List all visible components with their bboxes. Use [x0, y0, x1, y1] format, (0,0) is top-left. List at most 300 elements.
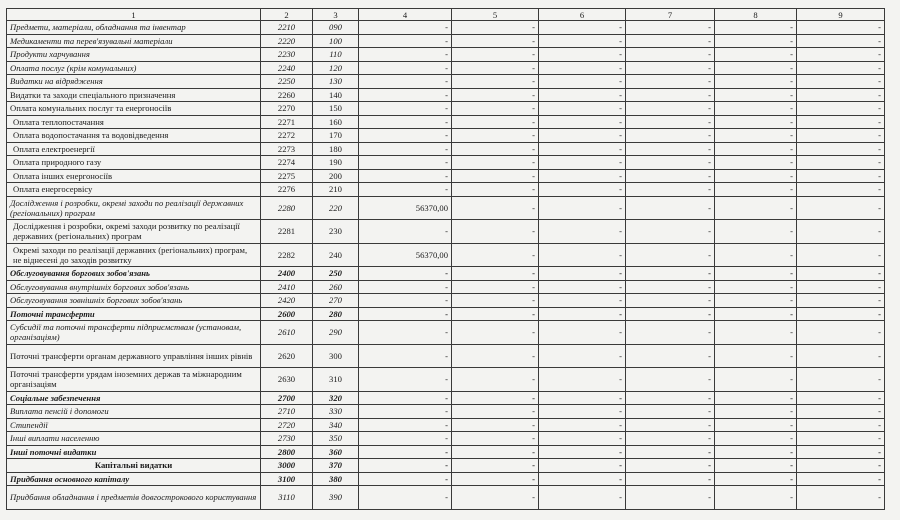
value-cell: -	[359, 61, 452, 75]
table-row	[7, 142, 885, 156]
kekv-code-cell: 2410	[261, 280, 313, 294]
value-cell: -	[797, 142, 885, 156]
value-cell: -	[359, 267, 452, 281]
value-cell: -	[539, 243, 626, 267]
value-cell: -	[539, 88, 626, 102]
value-cell: -	[452, 196, 539, 220]
value-cell: -	[452, 459, 539, 473]
table-row	[7, 307, 885, 321]
value-cell: -	[715, 486, 797, 510]
value-cell: -	[452, 321, 539, 345]
value-cell: -	[452, 405, 539, 419]
value-cell: -	[359, 280, 452, 294]
value-cell: -	[539, 115, 626, 129]
value-cell: -	[797, 307, 885, 321]
value-cell: -	[359, 391, 452, 405]
value-cell: -	[797, 48, 885, 62]
kekv-code-cell: 2273	[261, 142, 313, 156]
value-cell: -	[715, 243, 797, 267]
table-row	[7, 280, 885, 294]
value-cell: -	[626, 267, 715, 281]
value-cell: -	[452, 243, 539, 267]
value-cell: -	[539, 156, 626, 170]
value-cell: -	[539, 267, 626, 281]
kekv-code-cell: 2210	[261, 21, 313, 35]
value-cell: -	[626, 34, 715, 48]
value-cell: -	[626, 391, 715, 405]
value-cell: -	[626, 115, 715, 129]
kekv-code-cell: 2271	[261, 115, 313, 129]
value-cell: -	[452, 267, 539, 281]
row-name-cell: Дослідження і розробки, окремі заходи по реалізації державних (регіональних) програм	[7, 196, 261, 220]
value-cell: -	[797, 391, 885, 405]
line-code-cell: 370	[313, 459, 359, 473]
value-cell: -	[797, 294, 885, 308]
value-cell: -	[539, 75, 626, 89]
column-number-header: 7	[626, 9, 715, 21]
value-cell: -	[452, 486, 539, 510]
value-cell: -	[539, 432, 626, 446]
value-cell: -	[539, 21, 626, 35]
line-code-cell: 260	[313, 280, 359, 294]
value-cell: -	[626, 472, 715, 486]
kekv-code-cell: 2720	[261, 418, 313, 432]
kekv-code-cell: 3110	[261, 486, 313, 510]
value-cell: -	[797, 196, 885, 220]
value-cell: -	[452, 472, 539, 486]
value-cell: -	[626, 294, 715, 308]
value-cell: -	[797, 34, 885, 48]
line-code-cell: 110	[313, 48, 359, 62]
value-cell: -	[797, 267, 885, 281]
value-cell: -	[539, 472, 626, 486]
value-cell: -	[715, 34, 797, 48]
row-name-cell: Поточні трансферти	[7, 307, 261, 321]
value-cell: -	[359, 432, 452, 446]
value-cell: -	[359, 142, 452, 156]
row-name-cell: Виплата пенсій і допомоги	[7, 405, 261, 419]
table-row	[7, 156, 885, 170]
kekv-code-cell: 2240	[261, 61, 313, 75]
line-code-cell: 150	[313, 102, 359, 116]
value-cell: -	[452, 75, 539, 89]
row-name-cell: Оплата послуг (крім комунальних)	[7, 61, 261, 75]
kekv-code-cell: 3100	[261, 472, 313, 486]
column-number-header: 8	[715, 9, 797, 21]
value-cell: -	[797, 321, 885, 345]
line-code-cell: 310	[313, 368, 359, 392]
table-row	[7, 220, 885, 244]
value-cell: -	[626, 196, 715, 220]
value-cell: -	[797, 486, 885, 510]
line-code-cell: 160	[313, 115, 359, 129]
value-cell: -	[539, 321, 626, 345]
value-cell: -	[626, 183, 715, 197]
value-cell: -	[715, 391, 797, 405]
table-row	[7, 405, 885, 419]
value-cell: 56370,00	[359, 243, 452, 267]
value-cell: -	[452, 280, 539, 294]
column-number-header: 9	[797, 9, 885, 21]
column-number-header: 4	[359, 9, 452, 21]
value-cell: -	[626, 21, 715, 35]
value-cell: -	[452, 445, 539, 459]
value-cell: -	[452, 183, 539, 197]
value-cell: -	[452, 344, 539, 368]
row-name-cell: Оплата комунальних послуг та енергоносіїв	[7, 102, 261, 116]
row-name-cell: Оплата електроенергії	[7, 142, 261, 156]
value-cell: -	[452, 142, 539, 156]
value-cell: -	[359, 405, 452, 419]
kekv-code-cell: 2230	[261, 48, 313, 62]
line-code-cell: 290	[313, 321, 359, 345]
value-cell: -	[359, 321, 452, 345]
value-cell: -	[715, 459, 797, 473]
table-row	[7, 75, 885, 89]
kekv-code-cell: 2260	[261, 88, 313, 102]
value-cell: -	[797, 61, 885, 75]
value-cell: -	[626, 486, 715, 510]
value-cell: -	[797, 280, 885, 294]
value-cell: -	[359, 102, 452, 116]
value-cell: -	[359, 294, 452, 308]
value-cell: -	[359, 88, 452, 102]
table-row	[7, 102, 885, 116]
value-cell: -	[539, 486, 626, 510]
value-cell: -	[797, 344, 885, 368]
row-name-cell: Обслуговування зовнішніх боргових зобов'язань	[7, 294, 261, 308]
table-row	[7, 88, 885, 102]
value-cell: -	[626, 344, 715, 368]
value-cell: -	[715, 432, 797, 446]
table-row	[7, 267, 885, 281]
row-name-cell: Продукти харчування	[7, 48, 261, 62]
value-cell: -	[359, 156, 452, 170]
value-cell: -	[539, 169, 626, 183]
value-cell: -	[626, 142, 715, 156]
value-cell: -	[539, 142, 626, 156]
kekv-code-cell: 2250	[261, 75, 313, 89]
line-code-cell: 280	[313, 307, 359, 321]
value-cell: -	[452, 391, 539, 405]
value-cell: -	[797, 432, 885, 446]
row-name-cell: Стипендії	[7, 418, 261, 432]
value-cell: -	[539, 294, 626, 308]
value-cell: -	[626, 368, 715, 392]
value-cell: -	[452, 368, 539, 392]
value-cell: -	[452, 169, 539, 183]
line-code-cell: 180	[313, 142, 359, 156]
table-row	[7, 391, 885, 405]
value-cell: -	[797, 368, 885, 392]
value-cell: -	[715, 129, 797, 143]
value-cell: -	[452, 21, 539, 35]
table-row	[7, 196, 885, 220]
value-cell: -	[797, 183, 885, 197]
value-cell: -	[715, 61, 797, 75]
table-body	[7, 21, 885, 510]
value-cell: -	[539, 459, 626, 473]
line-code-cell: 090	[313, 21, 359, 35]
value-cell: -	[715, 472, 797, 486]
value-cell: -	[797, 75, 885, 89]
value-cell: -	[539, 102, 626, 116]
value-cell: -	[359, 21, 452, 35]
row-name-cell: Оплата природного газу	[7, 156, 261, 170]
row-name-cell: Оплата теплопостачання	[7, 115, 261, 129]
row-name-cell: Оплата енергосервісу	[7, 183, 261, 197]
value-cell: -	[539, 445, 626, 459]
value-cell: -	[626, 459, 715, 473]
line-code-cell: 320	[313, 391, 359, 405]
value-cell: -	[359, 183, 452, 197]
value-cell: -	[539, 196, 626, 220]
value-cell: -	[452, 294, 539, 308]
kekv-code-cell: 2270	[261, 102, 313, 116]
kekv-code-cell: 2610	[261, 321, 313, 345]
kekv-code-cell: 2710	[261, 405, 313, 419]
row-name-cell: Обслуговування внутрішніх боргових зобов'язань	[7, 280, 261, 294]
table-row	[7, 294, 885, 308]
value-cell: -	[539, 129, 626, 143]
table-row	[7, 21, 885, 35]
value-cell: -	[539, 391, 626, 405]
value-cell: -	[715, 368, 797, 392]
table-row	[7, 486, 885, 510]
line-code-cell: 350	[313, 432, 359, 446]
kekv-code-cell: 2400	[261, 267, 313, 281]
value-cell: -	[359, 115, 452, 129]
value-cell: -	[359, 486, 452, 510]
value-cell: -	[626, 321, 715, 345]
value-cell: -	[797, 156, 885, 170]
value-cell: -	[715, 21, 797, 35]
value-cell: -	[797, 220, 885, 244]
value-cell: -	[539, 307, 626, 321]
table-row	[7, 48, 885, 62]
row-name-cell: Придбання основного капіталу	[7, 472, 261, 486]
table-row	[7, 115, 885, 129]
value-cell: -	[715, 196, 797, 220]
value-cell: -	[715, 75, 797, 89]
row-name-cell: Інші виплати населенню	[7, 432, 261, 446]
kekv-code-cell: 2730	[261, 432, 313, 446]
table-row	[7, 344, 885, 368]
column-number-header-row	[7, 9, 885, 21]
table-row	[7, 432, 885, 446]
column-number-header: 5	[452, 9, 539, 21]
value-cell: -	[715, 445, 797, 459]
column-number-header: 6	[539, 9, 626, 21]
row-name-cell: Видатки на відрядження	[7, 75, 261, 89]
line-code-cell: 270	[313, 294, 359, 308]
value-cell: -	[626, 445, 715, 459]
value-cell: -	[715, 183, 797, 197]
table-row	[7, 129, 885, 143]
value-cell: -	[797, 129, 885, 143]
value-cell: -	[452, 418, 539, 432]
value-cell: -	[626, 88, 715, 102]
value-cell: -	[715, 321, 797, 345]
value-cell: -	[359, 344, 452, 368]
value-cell: -	[626, 129, 715, 143]
table-row	[7, 183, 885, 197]
value-cell: -	[452, 307, 539, 321]
value-cell: -	[539, 280, 626, 294]
value-cell: -	[626, 307, 715, 321]
column-number-header: 3	[313, 9, 359, 21]
row-name-cell: Дослідження і розробки, окремі заходи розвитку по реалізації державних (регіональних) програм	[7, 220, 261, 244]
row-name-cell: Капітальні видатки	[7, 459, 261, 473]
expenditure-table	[6, 8, 885, 510]
table-row	[7, 321, 885, 345]
kekv-code-cell: 2630	[261, 368, 313, 392]
kekv-code-cell: 2600	[261, 307, 313, 321]
value-cell: -	[797, 459, 885, 473]
value-cell: -	[359, 445, 452, 459]
value-cell: -	[452, 156, 539, 170]
kekv-code-cell: 2700	[261, 391, 313, 405]
value-cell: -	[797, 405, 885, 419]
value-cell: -	[359, 307, 452, 321]
value-cell: -	[626, 405, 715, 419]
line-code-cell: 220	[313, 196, 359, 220]
kekv-code-cell: 2280	[261, 196, 313, 220]
value-cell: -	[626, 75, 715, 89]
value-cell: -	[715, 405, 797, 419]
value-cell: -	[626, 102, 715, 116]
row-name-cell: Оплата інших енергоносіїв	[7, 169, 261, 183]
column-number-header: 2	[261, 9, 313, 21]
value-cell: -	[452, 88, 539, 102]
value-cell: -	[539, 220, 626, 244]
line-code-cell: 330	[313, 405, 359, 419]
row-name-cell: Предмети, матеріали, обладнання та інвентар	[7, 21, 261, 35]
line-code-cell: 140	[313, 88, 359, 102]
value-cell: -	[359, 75, 452, 89]
value-cell: -	[359, 129, 452, 143]
value-cell: -	[626, 156, 715, 170]
table-row	[7, 472, 885, 486]
value-cell: -	[715, 344, 797, 368]
line-code-cell: 120	[313, 61, 359, 75]
value-cell: -	[715, 88, 797, 102]
value-cell: -	[715, 220, 797, 244]
value-cell: -	[626, 220, 715, 244]
table-row	[7, 169, 885, 183]
value-cell: -	[626, 169, 715, 183]
value-cell: 56370,00	[359, 196, 452, 220]
table-row	[7, 61, 885, 75]
value-cell: -	[715, 418, 797, 432]
row-name-cell: Субсидії та поточні трансферти підприємствам (установам, організаціям)	[7, 321, 261, 345]
value-cell: -	[797, 445, 885, 459]
value-cell: -	[452, 220, 539, 244]
value-cell: -	[539, 61, 626, 75]
value-cell: -	[715, 307, 797, 321]
value-cell: -	[452, 115, 539, 129]
value-cell: -	[539, 48, 626, 62]
line-code-cell: 210	[313, 183, 359, 197]
expenditure-table-sheet	[6, 8, 884, 510]
table-row	[7, 368, 885, 392]
value-cell: -	[797, 21, 885, 35]
line-code-cell: 240	[313, 243, 359, 267]
value-cell: -	[626, 243, 715, 267]
table-row	[7, 34, 885, 48]
row-name-cell: Видатки та заходи спеціального призначення	[7, 88, 261, 102]
value-cell: -	[539, 405, 626, 419]
value-cell: -	[626, 48, 715, 62]
kekv-code-cell: 2282	[261, 243, 313, 267]
table-row	[7, 418, 885, 432]
kekv-code-cell: 2220	[261, 34, 313, 48]
line-code-cell: 360	[313, 445, 359, 459]
row-name-cell: Обслуговування боргових зобов'язань	[7, 267, 261, 281]
row-name-cell: Медикаменти та перев'язувальні матеріали	[7, 34, 261, 48]
row-name-cell: Соціальне забезпечення	[7, 391, 261, 405]
value-cell: -	[797, 243, 885, 267]
value-cell: -	[539, 34, 626, 48]
kekv-code-cell: 2276	[261, 183, 313, 197]
value-cell: -	[452, 61, 539, 75]
value-cell: -	[626, 280, 715, 294]
value-cell: -	[715, 294, 797, 308]
value-cell: -	[715, 48, 797, 62]
kekv-code-cell: 2275	[261, 169, 313, 183]
column-number-header: 1	[7, 9, 261, 21]
value-cell: -	[715, 102, 797, 116]
value-cell: -	[797, 88, 885, 102]
kekv-code-cell: 2274	[261, 156, 313, 170]
value-cell: -	[715, 156, 797, 170]
line-code-cell: 380	[313, 472, 359, 486]
row-name-cell: Поточні трансферти органам державного управління інших рівнів	[7, 344, 261, 368]
value-cell: -	[359, 48, 452, 62]
table-row	[7, 459, 885, 473]
kekv-code-cell: 2800	[261, 445, 313, 459]
value-cell: -	[797, 115, 885, 129]
kekv-code-cell: 2620	[261, 344, 313, 368]
value-cell: -	[715, 169, 797, 183]
value-cell: -	[797, 472, 885, 486]
value-cell: -	[626, 418, 715, 432]
row-name-cell: Поточні трансферти урядам іноземних держав та міжнародним організаціям	[7, 368, 261, 392]
kekv-code-cell: 2420	[261, 294, 313, 308]
line-code-cell: 300	[313, 344, 359, 368]
kekv-code-cell: 2272	[261, 129, 313, 143]
table-row	[7, 243, 885, 267]
row-name-cell: Оплата водопостачання та водовідведення	[7, 129, 261, 143]
line-code-cell: 200	[313, 169, 359, 183]
value-cell: -	[359, 418, 452, 432]
line-code-cell: 100	[313, 34, 359, 48]
table-row	[7, 445, 885, 459]
row-name-cell: Окремі заходи по реалізації державних (регіональних) програм, не віднесені до заходів розвитку	[7, 243, 261, 267]
value-cell: -	[359, 220, 452, 244]
value-cell: -	[452, 102, 539, 116]
value-cell: -	[452, 34, 539, 48]
value-cell: -	[539, 344, 626, 368]
line-code-cell: 190	[313, 156, 359, 170]
value-cell: -	[452, 432, 539, 446]
value-cell: -	[359, 169, 452, 183]
line-code-cell: 230	[313, 220, 359, 244]
line-code-cell: 250	[313, 267, 359, 281]
value-cell: -	[715, 142, 797, 156]
value-cell: -	[626, 432, 715, 446]
line-code-cell: 390	[313, 486, 359, 510]
